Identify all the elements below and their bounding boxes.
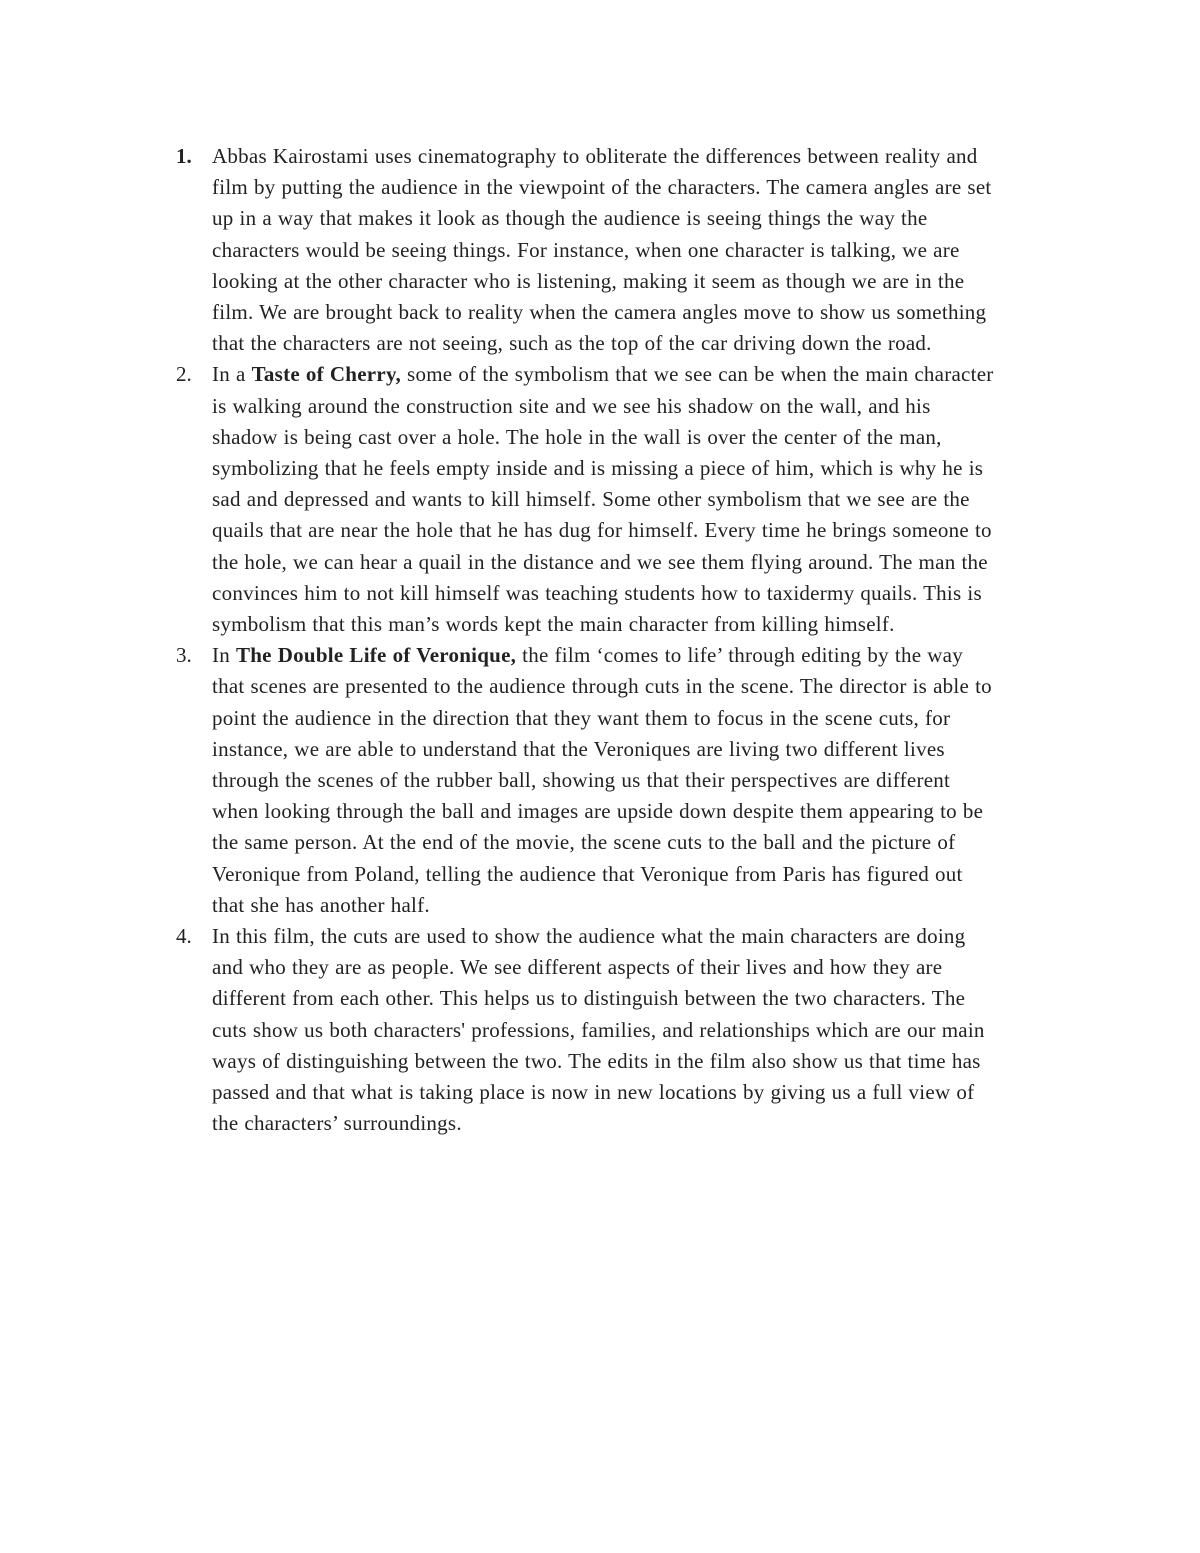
text-line: sad and depressed and wants to kill himself. Some other symbolism that we see are the [212, 487, 970, 512]
text-segment: In a [212, 362, 252, 387]
text-line: that the characters are not seeing, such as the top of the car driving down the road. [212, 331, 932, 356]
text-line [212, 359, 1200, 390]
text-line: Abbas Kairostami uses cinematography to obliterate the differences between reality and [212, 144, 978, 168]
text-line: the characters’ surroundings. [212, 1111, 462, 1136]
text-line: looking at the other character who is listening, making it seem as though we are in the [212, 268, 965, 293]
text-line: characters would be seeing things. For instance, when one character is talking, we are [212, 237, 960, 262]
text-line: instance, we are able to understand that the Veroniques are living two different lives [212, 736, 945, 761]
text-line: point the audience in the direction that they want them to focus in the scene cuts, for [212, 705, 951, 730]
film-title: The Double Life of Veronique, [236, 643, 517, 668]
text-line: symbolizing that he feels empty inside and is missing a piece of him, which is why he is [212, 456, 984, 481]
text-line: and who they are as people. We see different aspects of their lives and how they are [212, 955, 943, 980]
text-line: up in a way that makes it look as though the audience is seeing things the way the [212, 206, 928, 231]
film-title: Taste of Cherry, [251, 362, 402, 387]
text-line: the hole, we can hear a quail in the distance and we see them flying around. The man the [212, 549, 988, 574]
list-item [0, 640, 1200, 921]
item-number: 3. [176, 643, 192, 668]
text-segment: In [212, 643, 236, 668]
text-segment: the film ‘comes to life’ through editing by the way [516, 643, 963, 668]
text-line: Veronique from Poland, telling the audience that Veronique from Paris has figured out [212, 861, 963, 886]
item-number: 2. [176, 362, 192, 387]
text-line: convinces him to not kill himself was teaching students how to taxidermy quails. This is [212, 580, 982, 605]
text-line: ways of distinguishing between the two. The edits in the film also show us that time has [212, 1048, 981, 1073]
text-line: passed and that what is taking place is now in new locations by giving us a full view of [212, 1080, 975, 1105]
document-body [0, 141, 1200, 1140]
text-line: through the scenes of the rubber ball, showing us that their perspectives are different [212, 768, 951, 793]
text-line: film. We are brought back to reality when the camera angles move to show us something [212, 300, 987, 325]
text-line: shadow is being cast over a hole. The hole in the wall is over the center of the man, [212, 424, 942, 449]
text-line [212, 640, 1200, 671]
list-item [0, 359, 1200, 640]
text-line: the same person. At the end of the movie, the scene cuts to the ball and the picture of [212, 830, 956, 855]
item-number: 1. [176, 144, 192, 168]
text-line: that she has another half. [212, 892, 430, 917]
text-line: is walking around the construction site and we see his shadow on the wall, and his [212, 393, 931, 418]
text-line: quails that are near the hole that he has dug for himself. Every time he brings someone to [212, 518, 992, 543]
text-line: when looking through the ball and images are upside down despite them appearing to be [212, 799, 984, 824]
item-number: 4. [176, 924, 192, 949]
text-segment: some of the symbolism that we see can be when the main character [401, 362, 994, 387]
text-line: In this film, the cuts are used to show the audience what the main characters are doing [212, 924, 966, 949]
text-line: film by putting the audience in the viewpoint of the characters. The camera angles are set [212, 175, 992, 200]
text-line: cuts show us both characters' professions, families, and relationships which are our main [212, 1017, 985, 1042]
list-item [0, 141, 1200, 359]
list-item [0, 921, 1200, 1139]
text-line: symbolism that this man’s words kept the main character from killing himself. [212, 612, 895, 637]
text-line: different from each other. This helps us to distinguish between the two characters. The [212, 986, 966, 1011]
text-line: that scenes are presented to the audience through cuts in the scene. The director is able to [212, 674, 992, 699]
